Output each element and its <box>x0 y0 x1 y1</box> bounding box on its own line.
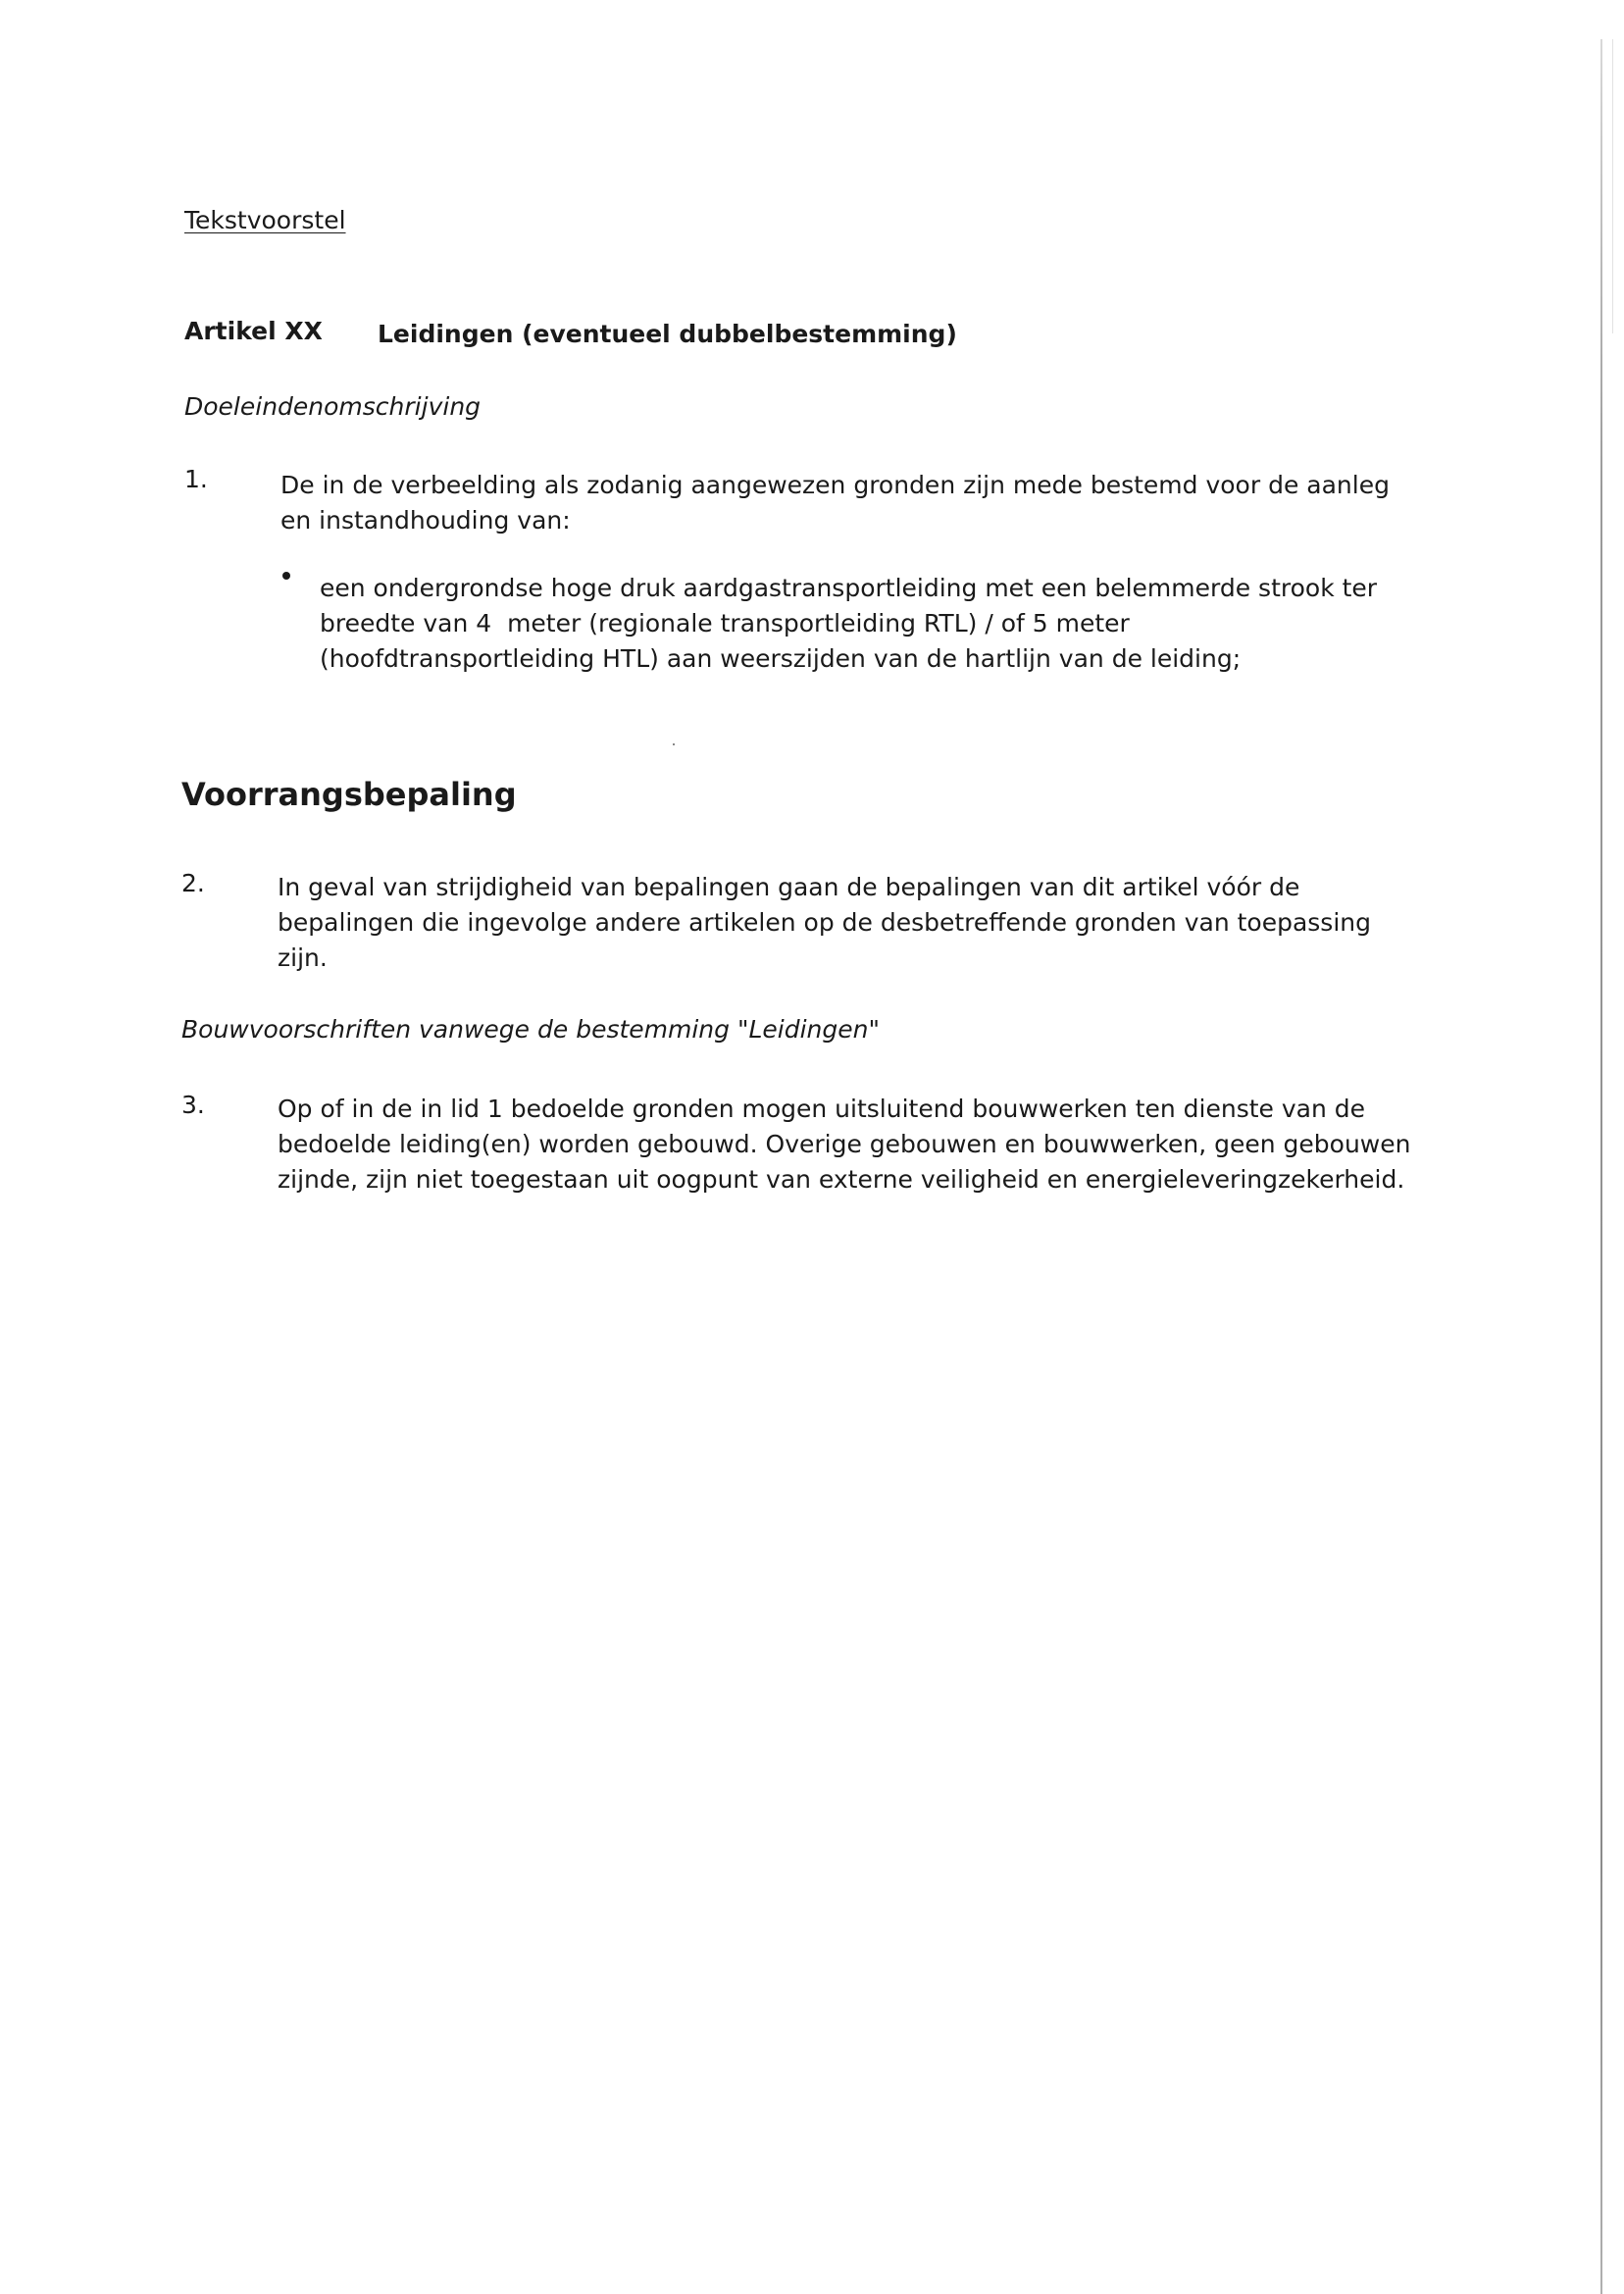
scan-edge-faint-line <box>1612 39 1613 333</box>
bullet-item-text: een ondergrondse hoge druk aardgastransportleiding met een belemmerde strook ter breedte van 4 meter (regionale transportleiding RTL) / of 5 meter (hoofdtransportleiding HTL) aan weerszijden van de hartlijn van de leiding; <box>320 574 1378 673</box>
item-number-1: 1. <box>184 465 208 493</box>
article-number: Artikel XX <box>184 317 323 345</box>
item-number-3: 3. <box>181 1091 205 1119</box>
item-text-2: In geval van strijdigheid van bepalingen gaan de bepalingen van dit artikel vóór de bepalingen die ingevolge andere artikelen op de desbetreffende gronden van toepassing zijn. <box>278 873 1371 972</box>
section-subheading-bouwvoorschriften: Bouwvoorschriften vanwege de bestemming "Leidingen" <box>181 1015 880 1044</box>
article-title: Leidingen (eventueel dubbelbestemming) <box>378 320 957 348</box>
heading-voorrangsbepaling: Voorrangsbepaling <box>181 776 517 813</box>
section-subheading-doeleinden: Doeleindenomschrijving <box>184 392 482 421</box>
scan-speck <box>673 743 675 745</box>
intro-label: Tekstvoorstel <box>184 206 346 234</box>
item-number-2: 2. <box>181 869 205 897</box>
bullet-icon <box>282 572 290 580</box>
item-text-3: Op of in de in lid 1 bedoelde gronden mogen uitsluitend bouwwerken ten dienste van de bedoelde leiding(en) worden gebouwd. Overige gebouwen en bouwwerken, geen gebouwen zijnde, zijn niet toegestaan uit oogpunt van externe veiligheid en energieleveringzekerheid. <box>278 1095 1411 1194</box>
scan-edge-line <box>1600 39 1602 2294</box>
item-text-1: De in de verbeelding als zodanig aangewezen gronden zijn mede bestemd voor de aanleg en instandhouding van: <box>280 471 1390 535</box>
